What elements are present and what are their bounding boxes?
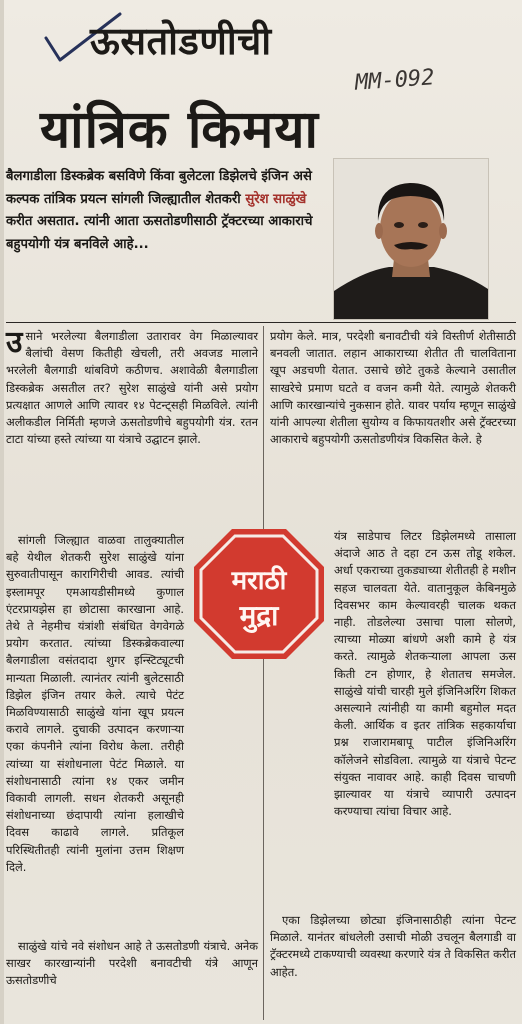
- intro-person-name: सुरेश साळुंखे: [245, 191, 307, 207]
- left-column-end: [6, 938, 258, 990]
- portrait-photo: [333, 158, 489, 320]
- intro-text-1: बैलगाडीला डिस्कब्रेक बसविणे किंवा बुलेटला डिझेलचे इंजिन असे कल्पक तांत्रिक प्रयत्न सांगली जिल्ह्यातील शेतकरी: [6, 169, 312, 207]
- svg-text:मुद्रा: मुद्रा: [239, 599, 279, 632]
- left-paragraph-1: उसाने भरलेल्या बैलगाडीला उतारावर वेग मिळाल्यावर बैलांची वेसण कितीही खेचली, तरी अवजड मालाने भरलेली बैलगाडी थांबविणे कठीणच. अशावेळी बैलगाडीला डिस्कब्रेक असतील तर? सुरेश साळुंखे यांनी असे प्रयोग प्रत्यक्षात आणले आणि त्यावर १४ पेटन्ट्सही मिळविले. त्यांनी अलीकडील निर्मिती म्हणजे ऊसतोडणीचे बहुपयोगी यंत्र. रतन टाटा यांच्या हस्ते त्यांच्या या यंत्राचे उद्घाटन झाले.: [6, 325, 258, 447]
- right-column: [270, 328, 516, 448]
- drop-cap: उ: [6, 325, 23, 360]
- article-kicker: ऊसतोडणीची: [90, 19, 272, 63]
- portrait-image: [334, 159, 488, 319]
- left-paragraph-2: सांगली जिल्ह्यात वाळवा तालुक्यातील बहे येथील शेतकरी सुरेश साळुंखे यांना सुरुवातीपासून कारागिरीची आवड. त्यांची इस्लामपूर एमआयडीसीमध्ये कुणाल एंटरप्रायझेस हा छोटासा कारखाना आहे. तेथे ते नेहमीच यंत्रांशी संबंधित वेगवेगळे प्रयोग करतात. त्यांच्या डिस्कब्रेकवाल्या बैलगाडीला वसंतदादा शुगर इन्स्टिट्यूटची मान्यता मिळाली. त्यानंतर त्यांनी बुलेटसाठी डिझेल इंजिन तयार केले. त्याचे पेटंट मिळविण्यासाठी साळुंखे यांना खूप प्रयत्न करावे लागले. दुचाकी उत्पादन करणाऱ्या एका कंपनीने त्यांना विरोध केला. तरीही त्यांच्या या संशोधनाला पेटंट मिळाले. या संशोधनासाठी त्यांना १४ एकर जमीन विकावी लागली. सधन शेतकरी असूनही संशोधनाच्या छंदापायी त्यांना हलाखीचे दिवस काढावे लागले. प्रतिकूल परिस्थितीतही त्यांनी मुलांना उत्तम शिक्षण दिले.: [6, 533, 184, 874]
- intro-text-2: करीत असतात. त्यांनी आता ऊसतोडणीसाठी ट्रॅक्टरच्या आकाराचे बहुपयोगी यंत्र बनविले आहे...: [6, 214, 313, 252]
- right-paragraph-3: एका डिझेलच्या छोट्या इंजिनासाठीही त्यांना पेटन्ट मिळाले. यानंतर बांधलेली उसाची मोळी उचलून बैलगाडी वा ट्रॅक्टरमध्ये टाकण्याची व्यवस्था करणारे यंत्र ते विकसित करीत आहेत.: [270, 913, 516, 979]
- left-column: [6, 325, 258, 448]
- right-paragraph-1: प्रयोग केले. मात्र, परदेशी बनावटीची यंत्रे विस्तीर्ण शेतीसाठी बनवली जातात. लहान आकाराच्या शेतीत ती चालविताना खूप अडचणी येतात. उसाचे छोटे तुकडे केल्याने उसातील साखरेचे प्रमाण घटते व वजन कमी येते. त्यामुळे शेतकरी आणि कारखान्यांचे नुकसान होते. यावर पर्याय म्हणून साळुंखे यांनी आपल्या शेतीला सुयोग्य व किफायतशीर असे ट्रॅक्टरच्या आकाराचे बहुपयोगी ऊसतोडणीयंत्र विकसित केले. हे: [270, 329, 516, 447]
- handwritten-reference: MM-092: [354, 65, 436, 96]
- svg-text:मराठी: मराठी: [231, 566, 287, 596]
- paper-edge: [0, 0, 4, 1024]
- column-divider: [263, 326, 264, 1020]
- article-headline: यांत्रिक किमया: [40, 100, 319, 160]
- left-paragraph-3: साळुंखे यांचे नवे संशोधन आहे ते ऊसतोडणी यंत्राचे. अनेक साखर कारखान्यांनी परदेशी बनावटीची यंत्रे आणून ऊसतोडणीचे: [6, 939, 258, 988]
- right-column-wrapped: [334, 528, 516, 820]
- marathi-mudra-logo: [190, 525, 328, 663]
- right-paragraph-2: यंत्र साडेपाच लिटर डिझेलमध्ये तासाला अंदाजे आठ ते दहा टन ऊस तोडू शकेल. अर्धा एकराच्या तुकड्याच्या शेतीतही हे मशीन सहज चालवता येते. वातानुकूल केबिनमुळे दिवसभर काम केल्यावरही चालक थकत नाही. तोडलेल्या उसाचा पाला सोलणे, त्याच्या मोळ्या बांधणे अशी कामे हे यंत्र करते. त्यामुळे शेतकऱ्याला आपला ऊस किती टन होणार, हे शेतातच समजेल. साळुंखे यांची चारही मुले इंजिनिअरिंग शिकत असल्याने त्यांनीही या कामी बहुमोल मदत केली. आर्थिक व इतर तांत्रिक सहकार्याचा प्रश्न राजारामबापू पाटील इंजिनिअरिंग कॉलेजने सोडविला. त्यामुळे या यंत्राचे पेटन्ट संयुक्त नावावर आहे. काही दिवस चाचणी झाल्यावर या यंत्राचे व्यापारी उत्पादन करण्याचा त्यांचा विचार आहे.: [334, 529, 516, 819]
- section-divider: [6, 322, 516, 323]
- article-intro: [6, 166, 326, 256]
- octagon-stamp-icon: [190, 525, 328, 663]
- right-column-end: [270, 912, 516, 981]
